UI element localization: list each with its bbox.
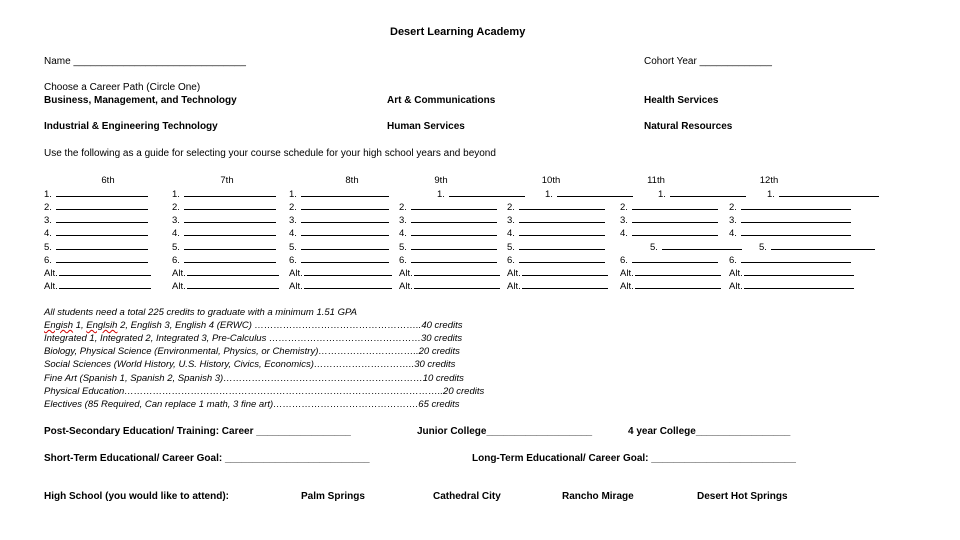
course-slot-label: 4.: [289, 228, 297, 239]
course-slot-blank[interactable]: [632, 235, 718, 236]
course-slot-blank[interactable]: [59, 275, 151, 276]
course-slot[interactable]: [44, 242, 148, 253]
course-slot[interactable]: [729, 281, 854, 292]
junior-college-label: Junior College: [417, 426, 487, 437]
course-slot[interactable]: [620, 228, 718, 239]
course-slot-label: 6.: [44, 255, 52, 266]
course-slot-blank[interactable]: [301, 209, 389, 210]
course-slot[interactable]: [289, 268, 392, 279]
career-path-option[interactable]: Human Services: [387, 121, 465, 132]
high-school-label: High School (you would like to attend):: [44, 491, 229, 502]
course-slot-blank[interactable]: [411, 222, 497, 223]
course-slot-blank[interactable]: [184, 209, 276, 210]
course-slot[interactable]: [658, 189, 746, 200]
junior-college-blank[interactable]: ___________________: [486, 426, 593, 437]
course-slot[interactable]: [507, 228, 605, 239]
course-slot[interactable]: [44, 255, 148, 266]
course-slot-blank[interactable]: [301, 262, 389, 263]
course-slot-label: Alt.: [44, 281, 58, 292]
course-slot[interactable]: [507, 281, 608, 292]
career-path-option[interactable]: Art & Communications: [387, 95, 496, 106]
misspelled-word: Engish: [44, 320, 74, 331]
course-slot-blank[interactable]: [635, 275, 721, 276]
course-slot-blank[interactable]: [56, 262, 148, 263]
course-slot[interactable]: [172, 215, 276, 226]
course-slot-label: 5.: [507, 242, 515, 253]
course-slot-blank[interactable]: [301, 196, 389, 197]
grade-header: 11th: [647, 175, 665, 186]
course-slot-label: 3.: [507, 215, 515, 226]
course-slot-blank[interactable]: [184, 262, 276, 263]
course-slot[interactable]: [289, 242, 389, 253]
course-slot-blank[interactable]: [522, 288, 608, 289]
course-slot[interactable]: [729, 202, 851, 213]
course-slot-label: Alt.: [507, 268, 521, 279]
course-slot-label: 1.: [44, 189, 52, 200]
course-slot-label: 1.: [437, 189, 445, 200]
course-slot[interactable]: [172, 281, 279, 292]
course-slot-label: 2.: [289, 202, 297, 213]
course-slot-blank[interactable]: [301, 249, 389, 250]
course-slot-blank[interactable]: [670, 196, 746, 197]
four-year-college-blank[interactable]: _________________: [695, 426, 791, 437]
course-slot[interactable]: [729, 228, 851, 239]
grade-header: 6th: [101, 175, 115, 186]
course-slot-blank[interactable]: [519, 262, 605, 263]
course-slot[interactable]: [437, 189, 525, 200]
course-slot-blank[interactable]: [632, 262, 718, 263]
course-slot-label: Alt.: [289, 281, 303, 292]
course-slot-blank[interactable]: [301, 222, 389, 223]
career-path-option[interactable]: Health Services: [644, 95, 719, 106]
career-path-prompt: Choose a Career Path (Circle One): [44, 82, 201, 93]
high-school-option[interactable]: Desert Hot Springs: [697, 491, 788, 502]
grade-header: 10th: [541, 175, 561, 186]
course-slot-label: 1.: [172, 189, 180, 200]
course-slot-label: 5.: [399, 242, 407, 253]
course-slot[interactable]: [44, 189, 148, 200]
course-slot[interactable]: [620, 268, 721, 279]
misspelled-word: Englsih: [86, 320, 118, 331]
course-slot-label: Alt.: [172, 281, 186, 292]
course-slot-label: 4.: [172, 228, 180, 239]
course-slot-label: 1.: [767, 189, 775, 200]
course-slot-blank[interactable]: [414, 275, 500, 276]
high-school-option[interactable]: Palm Springs: [301, 491, 365, 502]
course-slot[interactable]: [729, 215, 851, 226]
short-term-goal-field: [44, 453, 370, 464]
course-slot-label: 3.: [399, 215, 407, 226]
course-slot[interactable]: [172, 255, 276, 266]
course-slot[interactable]: [507, 242, 605, 253]
course-slot-label: 1.: [658, 189, 666, 200]
name-field[interactable]: [44, 56, 246, 67]
course-slot-blank[interactable]: [56, 222, 148, 223]
course-slot-label: 1.: [545, 189, 553, 200]
guide-text: Use the following as a guide for selecting your course schedule for your high school years and beyond: [44, 148, 496, 159]
career-blank[interactable]: _________________: [256, 426, 351, 437]
course-slot[interactable]: [44, 268, 151, 279]
course-slot-blank[interactable]: [184, 222, 276, 223]
credits-intro: All students need a total 225 credits to graduate with a minimum 1.51 GPA: [44, 307, 357, 318]
course-slot[interactable]: [399, 202, 497, 213]
course-slot[interactable]: [172, 202, 276, 213]
course-slot-blank[interactable]: [519, 249, 605, 250]
name-label: Name: [44, 56, 71, 67]
course-slot-label: 1.: [289, 189, 297, 200]
course-slot-blank[interactable]: [184, 196, 276, 197]
course-slot-label: 5.: [172, 242, 180, 253]
course-slot-blank[interactable]: [304, 275, 392, 276]
course-slot[interactable]: [650, 242, 742, 253]
credit-requirement: Integrated 1, Integrated 2, Integrated 3, Pre-Calculus …………………………………………30 credits: [44, 333, 463, 344]
course-slot[interactable]: [399, 268, 500, 279]
course-slot[interactable]: [172, 268, 279, 279]
post-secondary-row: [44, 426, 351, 437]
course-slot-blank[interactable]: [519, 209, 605, 210]
course-slot[interactable]: [44, 202, 148, 213]
course-slot-label: 5.: [289, 242, 297, 253]
course-slot-blank[interactable]: [632, 209, 718, 210]
course-slot-label: Alt.: [620, 281, 634, 292]
course-slot-blank[interactable]: [635, 288, 721, 289]
course-slot[interactable]: [620, 215, 718, 226]
course-slot-blank[interactable]: [741, 209, 851, 210]
post-secondary-label: Post-Secondary Education/ Training: Career: [44, 426, 254, 437]
high-school-option[interactable]: Cathedral City: [433, 491, 501, 502]
course-slot-label: Alt.: [399, 268, 413, 279]
course-slot[interactable]: [729, 268, 854, 279]
course-slot[interactable]: [172, 242, 276, 253]
course-slot-label: 2.: [44, 202, 52, 213]
course-slot[interactable]: [44, 228, 148, 239]
course-slot-blank[interactable]: [632, 222, 718, 223]
course-slot-blank[interactable]: [56, 235, 148, 236]
name-blank[interactable]: _______________________________: [73, 56, 246, 67]
course-slot-label: 5.: [759, 242, 767, 253]
four-year-college-label: 4 year College: [628, 426, 696, 437]
course-slot[interactable]: [507, 268, 608, 279]
cohort-year-label: Cohort Year: [644, 56, 697, 67]
course-slot-label: Alt.: [729, 268, 743, 279]
cohort-year-blank[interactable]: _____________: [699, 56, 772, 67]
course-slot-label: 6.: [507, 255, 515, 266]
course-slot[interactable]: [44, 281, 151, 292]
career-path-option[interactable]: Natural Resources: [644, 121, 733, 132]
course-slot[interactable]: [399, 255, 497, 266]
course-slot-label: Alt.: [44, 268, 58, 279]
course-slot-blank[interactable]: [741, 222, 851, 223]
course-slot-label: 5.: [650, 242, 658, 253]
course-slot-label: 3.: [172, 215, 180, 226]
course-slot-blank[interactable]: [411, 249, 497, 250]
cohort-year-field[interactable]: [644, 56, 772, 67]
course-slot-blank[interactable]: [56, 209, 148, 210]
long-term-goal-blank[interactable]: __________________________: [651, 453, 796, 464]
course-slot-blank[interactable]: [411, 235, 497, 236]
course-slot[interactable]: [289, 255, 389, 266]
course-slot-blank[interactable]: [414, 288, 500, 289]
course-slot-blank[interactable]: [557, 196, 633, 197]
course-slot-label: 4.: [620, 228, 628, 239]
course-slot[interactable]: [399, 242, 497, 253]
four-year-college-field: [628, 426, 790, 437]
course-slot-label: 3.: [44, 215, 52, 226]
course-slot-label: Alt.: [172, 268, 186, 279]
course-slot[interactable]: [759, 242, 875, 253]
course-slot-blank[interactable]: [411, 209, 497, 210]
grade-header: 7th: [220, 175, 234, 186]
junior-college-field: [417, 426, 592, 437]
course-slot[interactable]: [289, 215, 389, 226]
course-slot-label: 2.: [620, 202, 628, 213]
course-slot-blank[interactable]: [779, 196, 879, 197]
course-slot[interactable]: [507, 255, 605, 266]
course-slot[interactable]: [399, 215, 497, 226]
short-term-goal-blank[interactable]: __________________________: [224, 453, 370, 464]
credit-requirement: Physical Education………………………………………………………………………………………..20 credits: [44, 386, 485, 397]
course-slot-blank[interactable]: [56, 249, 148, 250]
course-slot[interactable]: [289, 228, 389, 239]
course-slot-blank[interactable]: [187, 288, 279, 289]
page-title: Desert Learning Academy: [390, 26, 526, 38]
course-slot-label: Alt.: [507, 281, 521, 292]
course-slot-blank[interactable]: [744, 288, 854, 289]
course-slot-label: 3.: [620, 215, 628, 226]
course-slot-label: 5.: [44, 242, 52, 253]
course-slot-label: 2.: [172, 202, 180, 213]
course-slot-blank[interactable]: [662, 249, 742, 250]
course-slot-blank[interactable]: [741, 262, 851, 263]
course-slot-label: 3.: [289, 215, 297, 226]
course-slot-blank[interactable]: [519, 235, 605, 236]
credit-requirement: Social Sciences (World History, U.S. History, Civics, Economics)…………………………..30 credits: [44, 359, 456, 370]
course-slot-blank[interactable]: [741, 235, 851, 236]
course-slot-label: 6.: [399, 255, 407, 266]
course-slot[interactable]: [172, 228, 276, 239]
course-slot[interactable]: [289, 281, 392, 292]
course-slot-blank[interactable]: [522, 275, 608, 276]
course-slot-label: 2.: [507, 202, 515, 213]
course-slot-label: Alt.: [729, 281, 743, 292]
course-slot-blank[interactable]: [744, 275, 854, 276]
course-slot[interactable]: [44, 215, 148, 226]
course-slot[interactable]: [399, 228, 497, 239]
course-slot-label: Alt.: [289, 268, 303, 279]
course-slot-blank[interactable]: [56, 196, 148, 197]
course-slot-blank[interactable]: [449, 196, 525, 197]
course-slot-label: 4.: [399, 228, 407, 239]
course-slot[interactable]: [289, 202, 389, 213]
course-slot[interactable]: [620, 202, 718, 213]
course-slot[interactable]: [767, 189, 879, 200]
course-slot-blank[interactable]: [301, 235, 389, 236]
course-slot-label: 2.: [399, 202, 407, 213]
short-term-goal-label: Short-Term Educational/ Career Goal:: [44, 453, 223, 464]
credit-requirement: Electives (85 Required, Can replace 1 math, 3 fine art)……………………………………….65 credits: [44, 399, 460, 410]
course-slot-label: 6.: [289, 255, 297, 266]
course-slot-blank[interactable]: [187, 275, 279, 276]
course-slot-label: 2.: [729, 202, 737, 213]
course-slot[interactable]: [507, 215, 605, 226]
grade-header: 8th: [345, 175, 359, 186]
course-slot-blank[interactable]: [304, 288, 392, 289]
credit-requirement: Engish 1, Englsih 2, English 3, English 4 (ERWC) ……………………………………………..40 credits: [44, 320, 463, 331]
career-path-option[interactable]: Business, Management, and Technology: [44, 95, 237, 106]
course-slot-label: 4.: [729, 228, 737, 239]
course-slot[interactable]: [545, 189, 633, 200]
course-slot[interactable]: [399, 281, 500, 292]
grade-header: 9th: [434, 175, 448, 186]
course-slot-label: Alt.: [399, 281, 413, 292]
career-path-option[interactable]: Industrial & Engineering Technology: [44, 121, 218, 132]
grade-header: 12th: [759, 175, 779, 186]
credit-requirement: Fine Art (Spanish 1, Spanish 2, Spanish 3)………………………………………………………10 credits: [44, 373, 464, 384]
course-slot-label: Alt.: [620, 268, 634, 279]
long-term-goal-field: [472, 453, 796, 464]
credit-requirement: Biology, Physical Science (Environmental, Physics, or Chemistry)…………………………..20 credits: [44, 346, 460, 357]
course-slot-label: 3.: [729, 215, 737, 226]
course-slot-label: 6.: [172, 255, 180, 266]
course-slot[interactable]: [620, 281, 721, 292]
course-slot-label: 4.: [507, 228, 515, 239]
high-school-option[interactable]: Rancho Mirage: [562, 491, 634, 502]
course-slot-label: 6.: [620, 255, 628, 266]
course-slot-blank[interactable]: [411, 262, 497, 263]
course-slot-blank[interactable]: [184, 249, 276, 250]
long-term-goal-label: Long-Term Educational/ Career Goal:: [472, 453, 649, 464]
course-slot[interactable]: [729, 255, 851, 266]
course-slot-blank[interactable]: [59, 288, 151, 289]
course-slot-blank[interactable]: [184, 235, 276, 236]
course-slot[interactable]: [507, 202, 605, 213]
course-slot[interactable]: [172, 189, 276, 200]
course-slot-blank[interactable]: [519, 222, 605, 223]
course-slot-blank[interactable]: [771, 249, 875, 250]
course-slot-label: 6.: [729, 255, 737, 266]
course-slot[interactable]: [289, 189, 389, 200]
course-slot[interactable]: [620, 255, 718, 266]
course-slot-label: 4.: [44, 228, 52, 239]
